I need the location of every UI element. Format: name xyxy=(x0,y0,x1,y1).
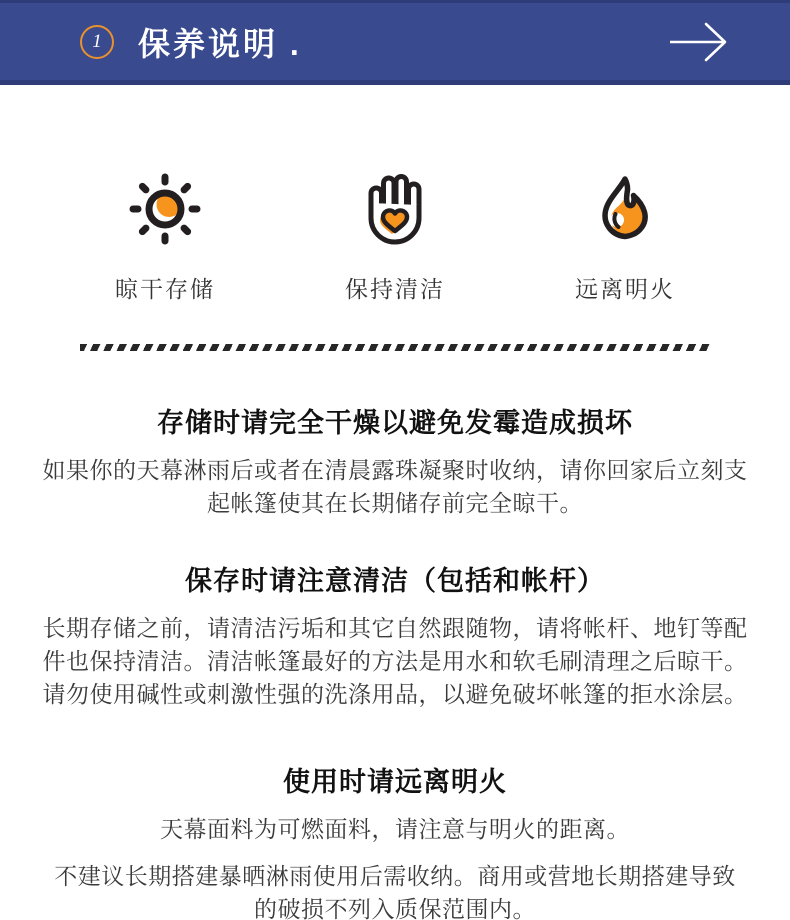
section-heading: 使用时请远离明火 xyxy=(283,767,507,798)
section-heading: 保存时请注意清洁（包括和帐杆） xyxy=(185,566,605,597)
flame-icon xyxy=(585,169,665,249)
page-title: 保养说明 . xyxy=(138,25,302,62)
arrow-right-icon xyxy=(668,19,730,65)
section-header-banner xyxy=(0,0,790,85)
numbered-circle-badge xyxy=(80,25,114,59)
care-item-dry-storage xyxy=(50,169,280,304)
section-paragraph: 如果你的天幕淋雨后或者在清晨露珠凝聚时收纳，请你回家后立刻支起帐篷使其在长期储存前完全晾干。 xyxy=(42,457,748,516)
care-icon-row xyxy=(0,169,790,304)
care-icon-label: 远离明火 xyxy=(575,276,675,302)
hand-heart-icon xyxy=(355,169,435,249)
sun-icon xyxy=(125,169,205,249)
care-item-keep-clean xyxy=(280,169,510,304)
section-dry-storage xyxy=(0,401,790,519)
badge-number: 1 xyxy=(92,30,102,52)
section-paragraph: 天幕面料为可燃面料，请注意与明火的距离。 xyxy=(160,816,630,843)
care-icon-label: 保持清洁 xyxy=(345,276,445,302)
section-paragraph: 不建议长期搭建暴晒淋雨使用后需收纳。商用或营地长期搭建导致的破损不列入质保范围内。 xyxy=(54,862,736,920)
section-keep-clean xyxy=(0,559,790,710)
hatched-divider xyxy=(80,344,710,351)
section-paragraph: 长期存储之前，请清洁污垢和其它自然跟随物，请将帐杆、地钉等配件也保持清洁。清洁帐篷最好的方法是用水和软毛刷清理之后晾干。请勿使用碱性或刺激性强的洗涤用品，以避免破坏帐篷的拒水涂层。 xyxy=(42,615,748,707)
care-icon-label: 晾干存储 xyxy=(115,276,215,302)
care-item-no-fire xyxy=(510,169,740,304)
section-no-fire xyxy=(0,760,790,920)
section-heading: 存储时请完全干燥以避免发霉造成损坏 xyxy=(157,408,633,438)
